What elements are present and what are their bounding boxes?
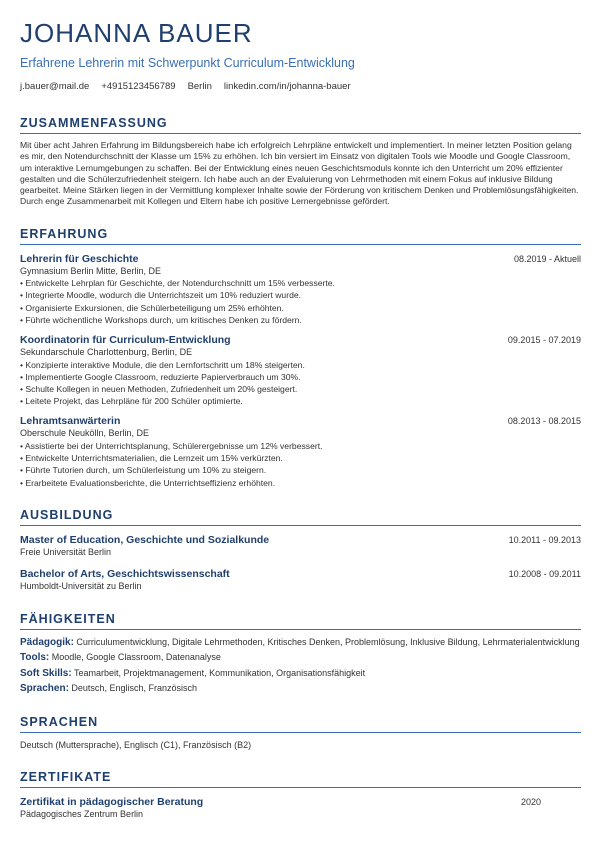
skill-value: Curriculumentwicklung, Digitale Lehrmethoden, Kritisches Denken, Problemlösung, Inklusive Bildung, Lehrmaterialentwicklung xyxy=(76,636,580,647)
job-title: Lehramtsanwärterin xyxy=(20,415,121,428)
skill-line xyxy=(20,636,581,650)
certificate-year: 2020 xyxy=(520,796,541,807)
summary-text: Mit über acht Jahren Erfahrung im Bildungsbereich habe ich erfolgreich Lehrpläne entwickelt und implementiert. In meiner letzten Position gelang es mir, den Notendurchschnitt der Klasse um 15% zu erhöhen. Ich bin versiert im Einsatz von digitalen Tools wie Moodle und Google Classroom, um interaktive Lernumgebungen zu schaffen. Bei der Entwicklung eines neuen Geschichtsmoduls konnte ich den Unterricht um 20% effizienter gestalten und die Schülerzufriedenheit steigern. Ich habe auch an der Evaluierung von Lehrmethoden mit einem Fokus auf inklusive Bildung gearbeitet. Meine Stärken liegen in der Vermittlung komplexer Inhalte sowie der Förderung von kritischem Denken und Problemlösungsfähigkeiten. Durch enge Zusammenarbeit mit Kollegen und Eltern habe ich positive Lernergebnisse gefördert. xyxy=(20,140,579,207)
education-section xyxy=(20,507,581,593)
job-bullet: • Organisierte Exkursionen, die Schülerbeteiligung um 25% erhöhten. xyxy=(20,302,581,314)
summary-section xyxy=(20,115,581,208)
job-bullet: • Erarbeitete Evaluationsberichte, die Unterrichtseffizienz erhöhten. xyxy=(20,477,581,489)
resume-page xyxy=(20,18,581,820)
degree-title: Bachelor of Arts, Geschichtswissenschaft xyxy=(20,568,230,581)
experience-entry xyxy=(20,334,581,407)
job-bullet: • Führte Tutorien durch, um Schülerleistung um 10% zu steigern. xyxy=(20,464,581,476)
languages-section xyxy=(20,714,581,751)
job-date: 08.2019 - Aktuell xyxy=(513,253,581,264)
job-date: 09.2015 - 07.2019 xyxy=(507,335,581,346)
degree-title: Master of Education, Geschichte und Sozialkunde xyxy=(20,533,270,546)
certificate-entry xyxy=(20,796,581,821)
job-bullet: • Konzipierte interaktive Module, die den Lernfortschritt um 18% steigerten. xyxy=(20,359,581,371)
job-bullet: • Führte wöchentliche Workshops durch, um kritisches Denken zu fördern. xyxy=(20,314,581,326)
skill-line xyxy=(20,682,581,696)
candidate-name: JOHANNA BAUER xyxy=(20,18,253,48)
skill-label: Sprachen: xyxy=(20,683,69,695)
skill-label: Tools: xyxy=(20,652,50,664)
section-title: AUSBILDUNG xyxy=(20,507,581,526)
skill-value: Teamarbeit, Projektmanagement, Kommunikation, Organisationsfähigkeit xyxy=(74,667,366,678)
experience-entry xyxy=(20,253,581,326)
section-title: ZUSAMMENFASSUNG xyxy=(20,115,581,134)
school-name: Freie Universität Berlin xyxy=(20,546,112,557)
section-title: ERFAHRUNG xyxy=(20,226,581,245)
contact-email: j.bauer@mail.de xyxy=(20,81,90,92)
job-title: Lehrerin für Geschichte xyxy=(20,252,139,265)
skill-line xyxy=(20,667,581,681)
certificates-section xyxy=(20,769,581,821)
skill-value: Moodle, Google Classroom, Datenanalyse xyxy=(51,652,221,663)
contact-linkedin: linkedin.com/in/johanna-bauer xyxy=(223,81,351,92)
job-bullet: • Leitete Projekt, das Lehrpläne für 200 Schüler optimierte. xyxy=(20,395,581,407)
contact-phone: +4915123456789 xyxy=(101,81,176,92)
job-date: 08.2013 - 08.2015 xyxy=(507,416,581,427)
job-bullet: • Entwickelte Unterrichtsmaterialien, die Lernzeit um 15% verkürzten. xyxy=(20,452,581,464)
job-org: Oberschule Neukölln, Berlin, DE xyxy=(20,428,150,439)
section-title: ZERTIFIKATE xyxy=(20,769,581,788)
job-bullet: • Implementierte Google Classroom, reduzierte Papierverbrauch um 30%. xyxy=(20,371,581,383)
headline: Erfahrene Lehrerin mit Schwerpunkt Curriculum-Entwicklung xyxy=(20,56,355,70)
skill-value: Deutsch, Englisch, Französisch xyxy=(71,683,197,694)
skill-label: Pädagogik: xyxy=(20,636,74,648)
skills-section xyxy=(20,611,581,696)
school-name: Humboldt-Universität zu Berlin xyxy=(20,581,142,592)
experience-section xyxy=(20,226,581,489)
job-bullet: • Assistierte bei der Unterrichtsplanung, Schülerergebnisse um 12% verbessert. xyxy=(20,440,581,452)
certificate-issuer: Pädagogisches Zentrum Berlin xyxy=(20,808,144,819)
education-entry xyxy=(20,534,581,559)
certificate-name: Zertifikat in pädagogischer Beratung xyxy=(20,795,204,808)
experience-entry xyxy=(20,415,581,488)
job-bullet: • Entwickelte Lehrplan für Geschichte, der Notendurchschnitt um 15% verbesserte. xyxy=(20,277,581,289)
degree-date: 10.2008 - 09.2011 xyxy=(508,569,581,580)
job-org: Sekundarschule Charlottenburg, Berlin, DE xyxy=(20,347,193,358)
contact-line xyxy=(20,81,581,93)
skill-line xyxy=(20,651,581,665)
job-title: Koordinatorin für Curriculum-Entwicklung xyxy=(20,334,231,347)
skill-label: Soft Skills: xyxy=(20,667,72,679)
languages-text: Deutsch (Muttersprache), Englisch (C1), Französisch (B2) xyxy=(20,739,252,750)
job-bullet: • Schulte Kollegen in neuen Methoden, Zufriedenheit um 20% gesteigert. xyxy=(20,383,581,395)
section-title: SPRACHEN xyxy=(20,714,581,733)
job-org: Gymnasium Berlin Mitte, Berlin, DE xyxy=(20,265,162,276)
job-bullet: • Integrierte Moodle, wodurch die Unterrichtszeit um 10% reduziert wurde. xyxy=(20,289,581,301)
education-entry xyxy=(20,568,581,593)
section-title: FÄHIGKEITEN xyxy=(20,611,581,630)
degree-date: 10.2011 - 09.2013 xyxy=(508,534,581,545)
contact-location: Berlin xyxy=(187,81,212,92)
